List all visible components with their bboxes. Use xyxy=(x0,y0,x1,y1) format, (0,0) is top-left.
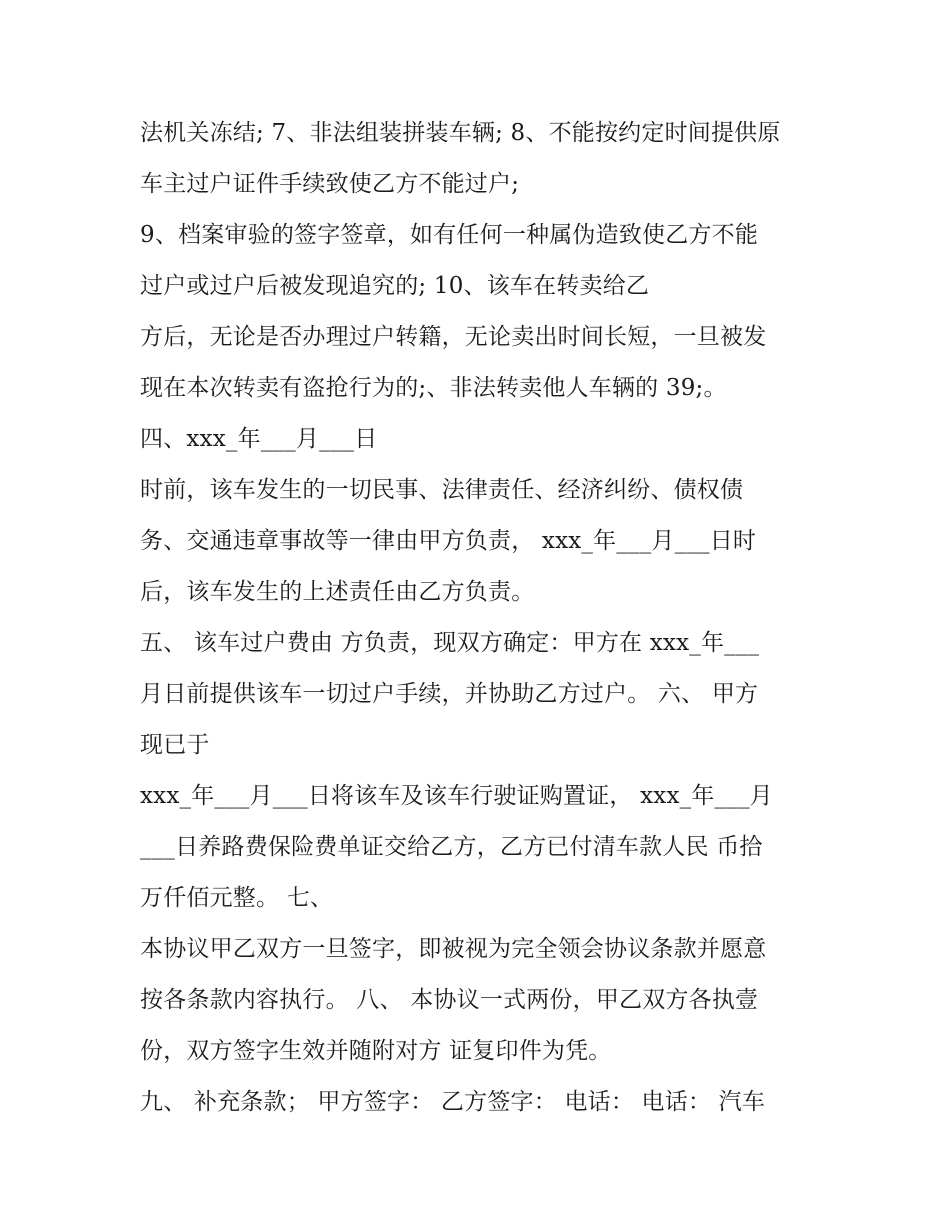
agreement-text xyxy=(140,108,830,1128)
text-line-16: 万仟佰元整。 七、 xyxy=(140,885,334,911)
section-four-heading: 四、xxx_年___月___日 xyxy=(140,426,378,452)
text-line-15: ___日养路费保险费单证交给乙方，乙方已付清车款人民 币拾 xyxy=(140,834,763,860)
signature-line: 九、 补充条款； 甲方签字： 乙方签字： 电话： 电话： 汽车 xyxy=(140,1089,766,1115)
text-line-3: 9、档案审验的签字签章，如有任何一种属伪造致使乙方不能 xyxy=(140,222,759,248)
text-line-1: 法机关冻结; 7、非法组装拼装车辆; 8、不能按约定时间提供原 xyxy=(140,120,781,146)
text-line-4: 过户或过户后被发现追究的; 10、该车在转卖给乙 xyxy=(140,273,650,299)
text-line-6: 现在本次转卖有盗抢行为的;、非法转卖他人车辆的 39;。 xyxy=(140,375,727,401)
text-line-5: 方后，无论是否办理过户转籍，无论卖出时间长短，一旦被发 xyxy=(140,324,767,350)
section-five-line: 五、 该车过户费由 方负责，现双方确定：甲方在 xxx_年___ xyxy=(140,630,760,656)
text-line-19: 份，双方签字生效并随附对方 证复印件为凭。 xyxy=(140,1038,612,1064)
text-line-2: 车主过户证件手续致使乙方不能过户; xyxy=(140,171,520,197)
text-line-8: 时前，该车发生的一切民事、法律责任、经济纠纷、债权债 xyxy=(140,477,744,503)
text-line-10: 后，该车发生的上述责任由乙方负责。 xyxy=(140,579,535,605)
text-line-12: 月日前提供该车一切过户手续，并协助乙方过户。 六、 甲方 xyxy=(140,681,759,707)
text-line-13: 现已于 xyxy=(140,732,210,758)
text-line-9: 务、交通违章事故等一律由甲方负责， xxx_年___月___日时 xyxy=(140,528,757,554)
text-line-17: 本协议甲乙双方一旦签字，即被视为完全领会协议条款并愿意 xyxy=(140,936,767,962)
text-line-18: 按各条款内容执行。 八、 本协议一式两份，甲乙双方各执壹 xyxy=(140,987,759,1013)
text-line-14: xxx_年___月___日将该车及该车行驶证购置证， xxx_年___月 xyxy=(140,783,773,809)
